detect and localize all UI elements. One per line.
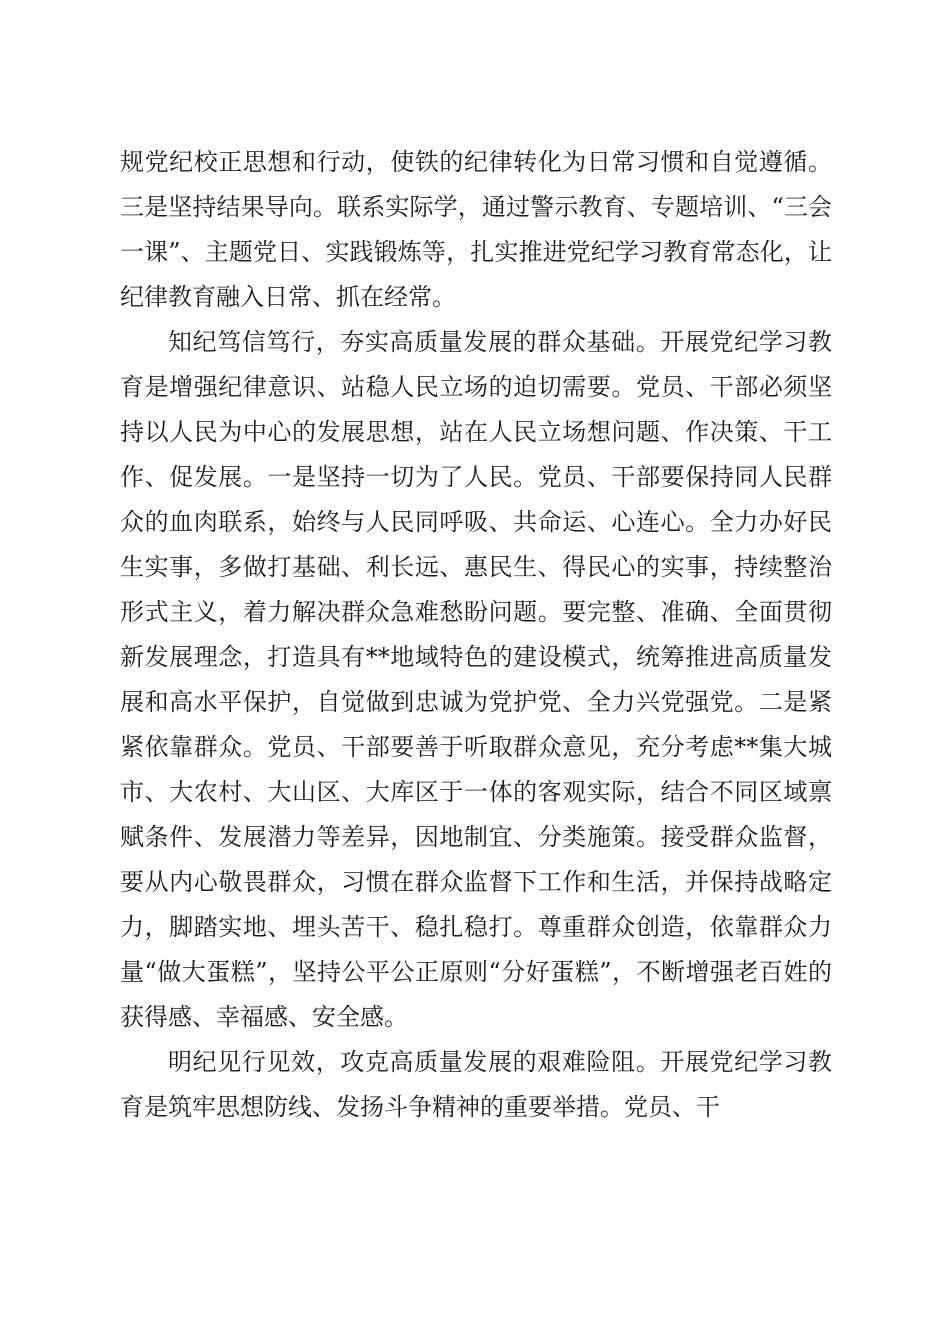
paragraph-3: 明纪见行见效，攻克高质量发展的艰难险阻。开展党纪学习教育是筑牢思想防线、发扬斗争精神的重要举措。党员、干 bbox=[120, 1048, 832, 1121]
document-body bbox=[120, 140, 832, 1130]
paragraph-2: 知纪笃信笃行，夯实高质量发展的群众基础。开展党纪学习教育是增强纪律意识、站稳人民立场的迫切需要。党员、干部必须坚持以人民为中心的发展思想，站在人民立场想问题、作决策、干工作、促发展。一是坚持一切为了人民。党员、干部要保持同人民群众的血肉联系，始终与人民同呼吸、共命运、心连心。全力办好民生实事，多做打基础、利长远、惠民生、得民心的实事，持续整治形式主义，着力解决群众急难愁盼问题。要完整、准确、全面贯彻新发展理念，打造具有**地域特色的建设模式，统筹推进高质量发展和高水平保护，自觉做到忠诚为党护党、全力兴党强党。二是紧紧依靠群众。党员、干部要善于听取群众意见，充分考虑**集大城市、大农村、大山区、大库区于一体的客观实际，结合不同区域禀赋条件、发展潜力等差异，因地制宜、分类施策。接受群众监督，要从内心敬畏群众，习惯在群众监督下工作和生活，并保持战略定力，脚踏实地、埋头苦干、稳扎稳打。尊重群众创造，依靠群众力量“做大蛋糕”，坚持公平公正原则“分好蛋糕”，不断增强老百姓的获得感、幸福感、安全感。 bbox=[120, 328, 832, 1031]
paragraph-1: 规党纪校正思想和行动，使铁的纪律转化为日常习惯和自觉遵循。三是坚持结果导向。联系实际学，通过警示教育、专题培训、“三会一课”、主题党日、实践锻炼等，扎实推进党纪学习教育常态化，让纪律教育融入日常、抓在经常。 bbox=[120, 148, 832, 311]
